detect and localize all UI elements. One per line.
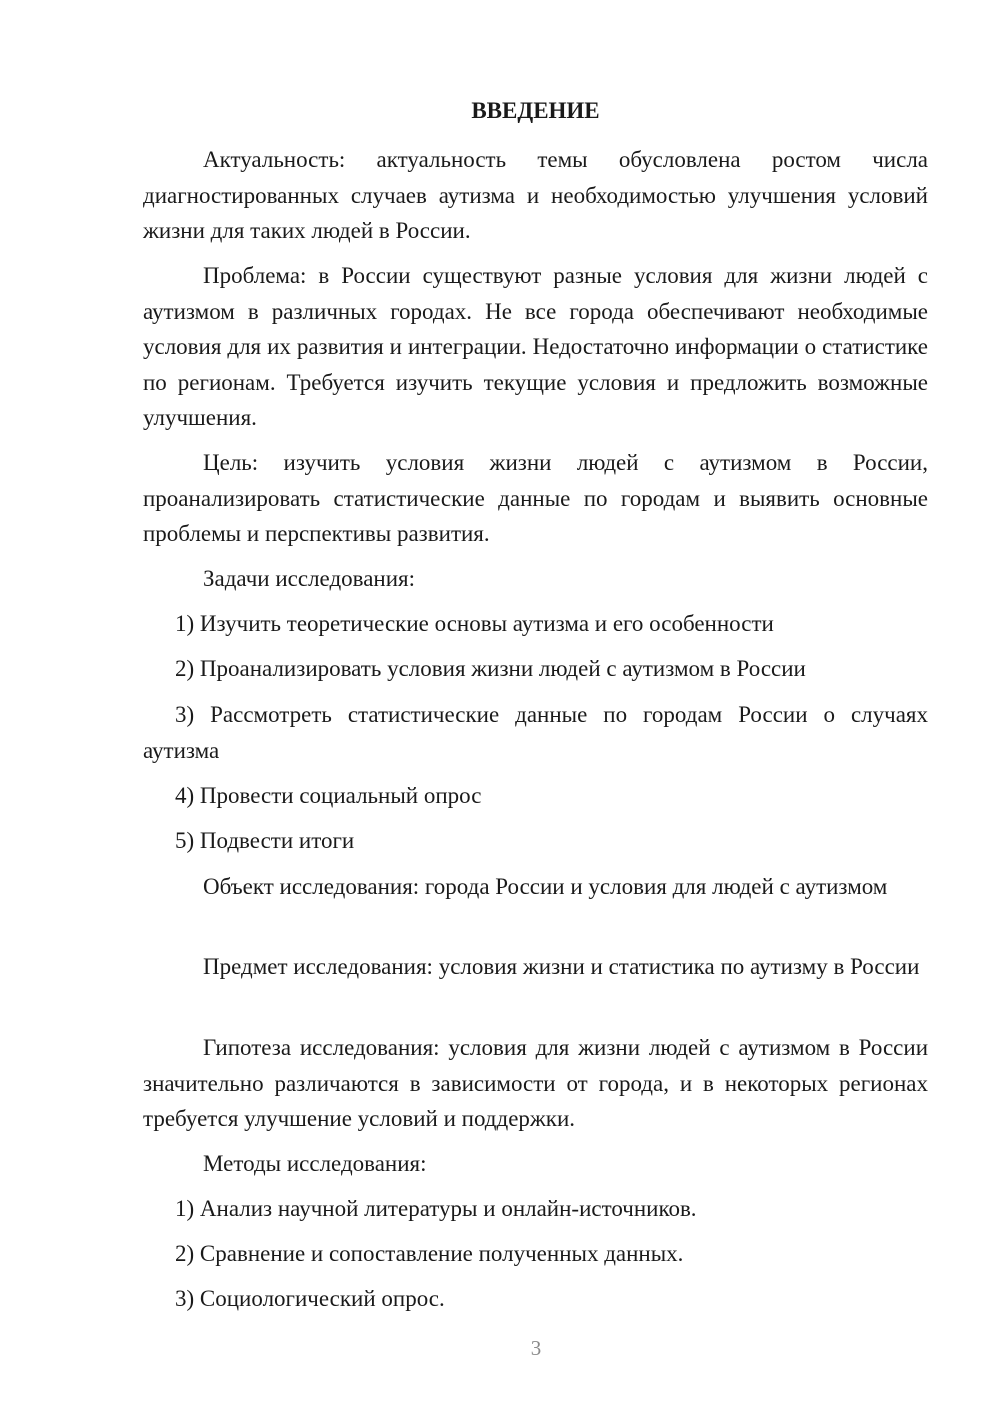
task-item-4: 4) Провести социальный опрос (175, 783, 482, 808)
task-item-5: 5) Подвести итоги (175, 828, 355, 853)
method-item-3: 3) Социологический опрос. (175, 1286, 445, 1311)
method-item-1: 1) Анализ научной литературы и онлайн-источников. (175, 1196, 697, 1221)
method-item-2: 2) Сравнение и сопоставление полученных данных. (175, 1241, 684, 1266)
task-item-1: 1) Изучить теоретические основы аутизма и его особенности (175, 611, 774, 636)
relevance-paragraph: Актуальность: актуальность темы обусловлена ростом числа диагностированных случаев аутизма и необходимостью улучшения условий жизни для таких людей в России. (143, 147, 928, 243)
research-subject-paragraph: Предмет исследования: условия жизни и статистика по аутизму в России (203, 954, 920, 979)
problem-paragraph: Проблема: в России существуют разные условия для жизни людей с аутизмом в различных городах. Не все города обеспечивают необходимые условия для их развития и интеграции. Недостаточно информации о статистике по регионам. Требуется изучить текущие условия и предложить возможные улучшения. (143, 263, 928, 430)
task-item-3: 3) Рассмотреть статистические данные по городам России о случаях аутизма (143, 702, 928, 763)
hypothesis-paragraph: Гипотеза исследования: условия для жизни людей с аутизмом в России значительно различаются в зависимости от города, и в некоторых регионах требуется улучшение условий и поддержки. (143, 1035, 928, 1131)
task-item-2: 2) Проанализировать условия жизни людей с аутизмом в России (175, 656, 806, 681)
page-title: ВВЕДЕНИЕ (471, 98, 600, 123)
tasks-heading: Задачи исследования: (203, 566, 416, 591)
page-number: 3 (530, 1336, 542, 1360)
goal-paragraph: Цель: изучить условия жизни людей с аутизмом в России, проанализировать статистические данные по городам и выявить основные проблемы и перспективы развития. (143, 450, 928, 546)
research-object-paragraph: Объект исследования: города России и условия для людей с аутизмом (203, 874, 888, 899)
methods-heading: Методы исследования: (203, 1151, 427, 1176)
